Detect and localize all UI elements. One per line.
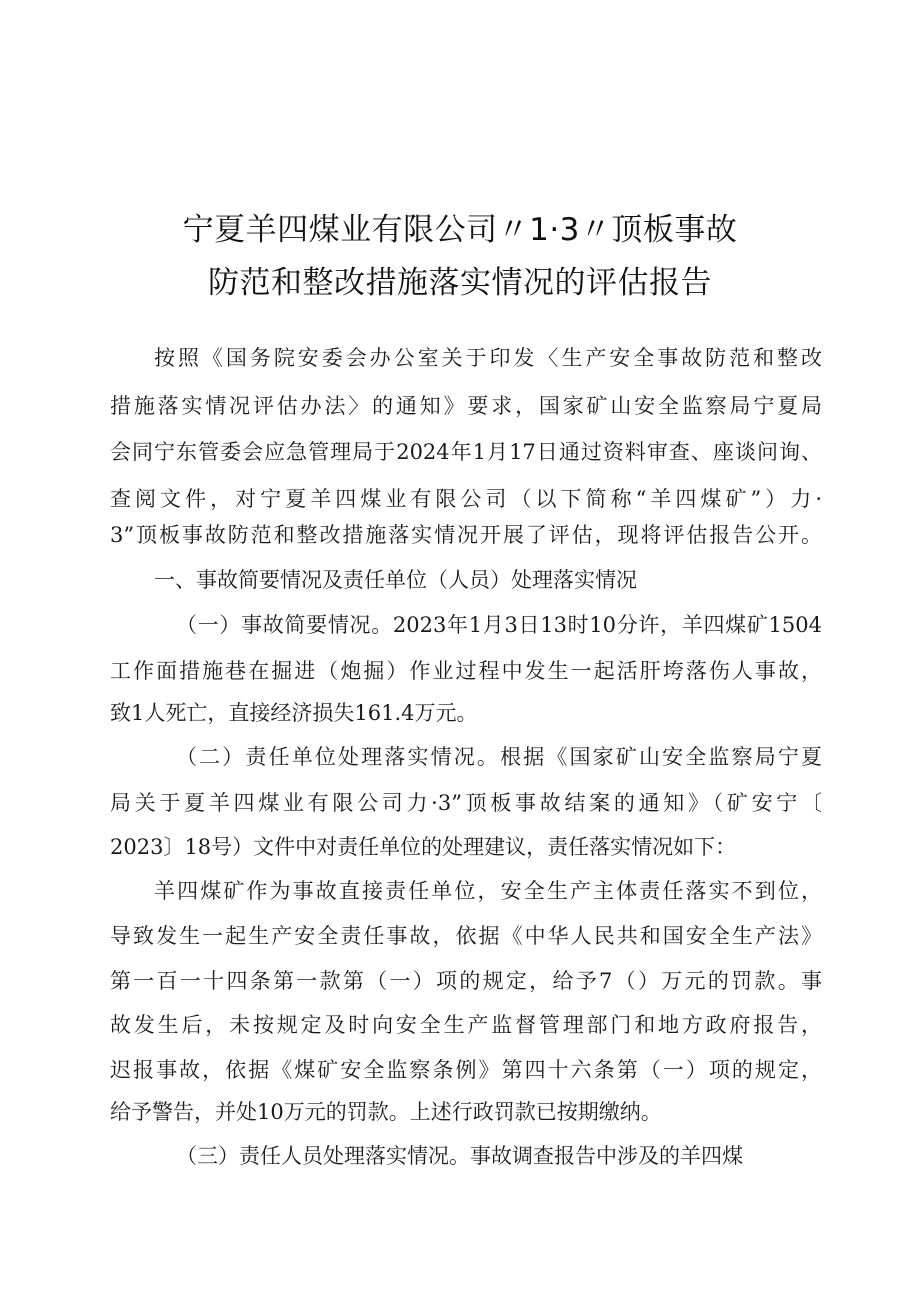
body-line: 3”顶板事故防范和整改措施落实情况开展了评估，现将评估报告公开。 [110, 523, 822, 547]
body-line: 迟报事故，依据《煤矿安全监察条例》第四十六条第（一）项的规定， [110, 1058, 822, 1082]
body-line: 导致发生一起生产安全责任事故，依据《中华人民共和国安全生产法》 [110, 924, 822, 948]
body-line: 致1人死亡，直接经济损失161.4万元。 [110, 701, 478, 725]
body-line: 羊四煤矿作为事故直接责任单位，安全生产主体责任落实不到位， [154, 879, 822, 903]
body-line: 局关于夏羊四煤业有限公司力·3”顶板事故结案的通知》（矿安宁〔 [110, 791, 822, 815]
body-line: （三）责任人员处理落实情况。事故调查报告中涉及的羊四煤 [176, 1144, 743, 1168]
section-heading: 一、事故简要情况及责任单位（人员）处理落实情况 [154, 568, 637, 592]
body-line: （一）事故简要情况。2023年1月3日13时10分许，羊四煤矿1504 [176, 613, 822, 637]
body-line: 措施落实情况评估办法〉的通知》要求，国家矿山安全监察局宁夏局 [110, 394, 822, 418]
body-line: 工作面措施巷在掘进（炮掘）作业过程中发生一起活肝垮落伤人事故， [110, 659, 822, 683]
body-line: （二）责任单位处理落实情况。根据《国家矿山安全监察局宁夏 [176, 745, 822, 769]
body-line: 查阅文件，对宁夏羊四煤业有限公司（以下简称“羊四煤矿”）力· [110, 487, 822, 511]
body-line: 按照《国务院安委会办公室关于印发〈生产安全事故防范和整改 [154, 346, 822, 370]
document-title-line-2: 防范和整改措施落实情况的评估报告 [208, 265, 712, 301]
body-line: 故发生后，未按规定及时向安全生产监督管理部门和地方政府报告， [110, 1013, 822, 1037]
body-line: 会同宁东管委会应急管理局于2024年1月17日通过资料审查、座谈问询、 [110, 440, 822, 464]
body-line: 第一百一十四条第一款第（一）项的规定，给予7（）万元的罚款。事 [110, 969, 822, 993]
body-line: 给予警告，并处10万元的罚款。上述行政罚款已按期缴纳。 [110, 1100, 662, 1124]
document-title-line-1: 宁夏羊四煤业有限公司〃1·3〃顶板事故 [182, 212, 738, 248]
body-line: 2023〕18号）文件中对责任单位的处理建议，责任落实情况如下： [110, 835, 737, 859]
